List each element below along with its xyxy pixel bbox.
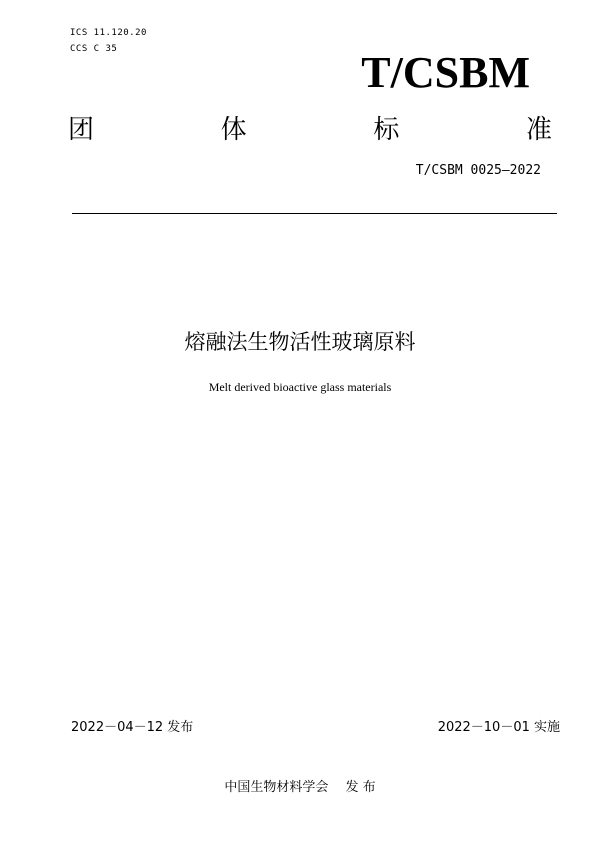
document-title-english: Melt derived bioactive glass materials [208, 380, 392, 394]
organization-code-logo: T/CSBM [361, 48, 530, 97]
standard-type-char: 准 [525, 115, 552, 145]
publisher: 中国生物材料学会 发 布 [224, 780, 376, 795]
standard-type-char: 标 [373, 115, 400, 145]
ics-code: ICS 11.120.20 [70, 28, 147, 38]
ccs-code: CCS C 35 [70, 44, 118, 54]
implement-date: 2022－10－01 实施 [437, 720, 560, 735]
document-title-chinese: 熔融法生物活性玻璃原料 [184, 330, 416, 354]
publish-date: 2022－04－12 发布 [71, 720, 194, 735]
standard-type-char: 团 [68, 115, 95, 145]
header-divider [72, 213, 557, 214]
standard-type-char: 体 [220, 115, 247, 145]
standard-number: T/CSBM 0025—2022 [415, 163, 541, 178]
standard-type-label [68, 114, 552, 146]
